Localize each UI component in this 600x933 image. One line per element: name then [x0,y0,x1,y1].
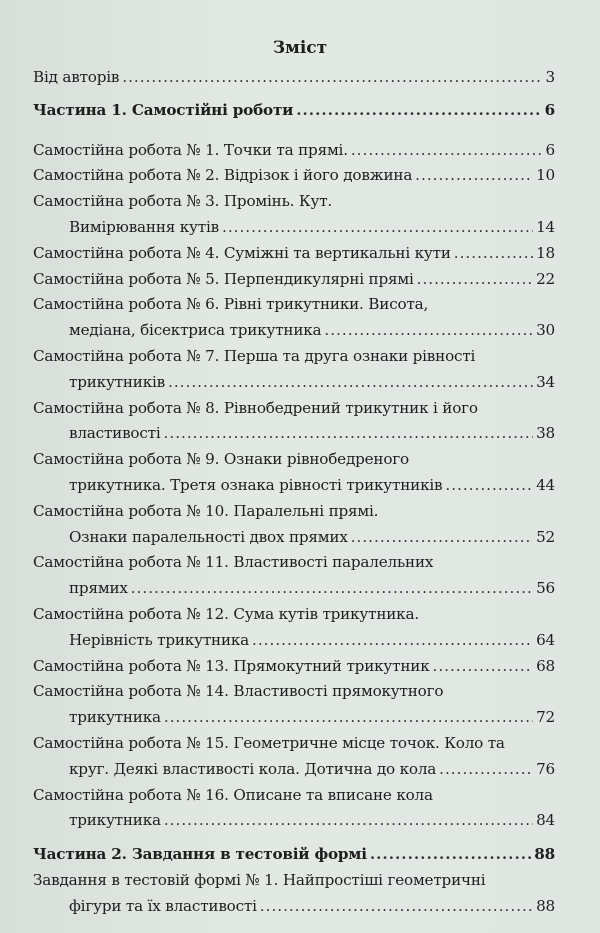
toc-entry-title: Самостійна робота № 3. Промінь. Кут. [33,192,333,211]
toc-part-heading [33,842,555,868]
toc-line [33,292,555,318]
toc-line [33,576,555,602]
toc-page-number: 22 [536,269,555,288]
dot-leader [131,576,533,602]
toc-entry [33,344,555,396]
toc-entry-title: Самостійна робота № 15. Геометричне місце точок. Коло та [33,733,505,752]
toc-page-number: 38 [536,424,555,443]
toc-line [33,550,555,576]
dot-leader [324,318,533,344]
toc-page-number: 68 [536,656,555,675]
toc-part-heading [33,98,555,124]
toc-entry-title: Від авторів [33,68,120,86]
toc-page-number: 30 [536,321,555,340]
dot-leader [445,473,533,499]
toc-entry-title: трикутника. Третя ознака рівності трикутників [69,475,443,494]
toc-line [33,138,555,164]
toc-line [33,808,555,834]
dot-leader [351,138,543,164]
toc-line [33,421,555,447]
toc-entry [33,267,555,293]
toc-entry-title: прямих [69,579,128,598]
toc-line [33,679,555,705]
toc-entry-title: Самостійна робота № 7. Перша та друга ознаки рівності [33,346,476,365]
toc-entry-title: Вимірювання кутів [69,217,219,236]
toc-entry-title: Самостійна робота № 12. Сума кутів трикутника. [33,604,419,623]
toc-line [33,473,555,499]
toc-line [33,894,555,920]
dot-leader [252,628,533,654]
toc-entry-title: Завдання в тестовій формі № 1. Найпростіші геометричні [33,870,486,889]
toc-line [33,705,555,731]
toc-line [33,241,555,267]
dot-leader [222,215,533,241]
dot-leader [370,842,531,868]
toc-entry [33,396,555,448]
toc-entry [33,189,555,241]
toc-entry-title: властивості [69,424,161,443]
toc-line [33,189,555,215]
toc-page-number: 84 [536,811,555,830]
toc-page-number: 88 [534,845,555,864]
toc-page-number: 10 [536,166,555,185]
toc-entry [33,550,555,602]
toc-entry [33,731,555,783]
dot-leader [415,163,533,189]
dot-leader [454,241,533,267]
toc-line [33,344,555,370]
toc-entry-title: Самостійна робота № 6. Рівні трикутники. Висота, [33,295,429,314]
toc-entry [33,868,555,920]
table-of-contents [33,65,555,920]
toc-entry [33,654,555,680]
toc-entry [33,138,555,164]
toc-entry-title: Самостійна робота № 9. Ознаки рівнобедреного [33,450,409,469]
toc-line [33,757,555,783]
toc-line [33,731,555,757]
toc-entry-title: Самостійна робота № 16. Описане та вписане кола [33,785,433,804]
dot-leader [439,757,533,783]
dot-leader [296,98,541,124]
toc-entry [33,679,555,731]
toc-line [33,65,555,91]
toc-page-number: 72 [536,708,555,727]
toc-line [33,842,555,868]
toc-entry [33,783,555,835]
toc-line [33,783,555,809]
toc-entry-title: Нерівність трикутника [69,630,250,649]
toc-page-number: 56 [536,579,555,598]
toc-page-number: 52 [536,527,555,546]
toc-line [33,163,555,189]
dot-leader [164,808,533,834]
toc-entry-title: Самостійна робота № 11. Властивості паралельних [33,553,434,572]
toc-page-number: 3 [545,68,555,86]
dot-leader [164,705,533,731]
toc-line [33,868,555,894]
toc-entry-title: медіана, бісектриса трикутника [69,321,322,340]
toc-line [33,396,555,422]
toc-page-number: 34 [536,372,555,391]
toc-entry-title: фігури та їх властивості [69,896,257,915]
toc-entry-title: Самостійна робота № 1. Точки та прямі. [33,140,348,159]
toc-entry [33,241,555,267]
toc-entry-title: трикутника [69,811,161,830]
toc-line [33,318,555,344]
toc-line [33,370,555,396]
dot-leader [351,525,533,551]
toc-entry-title: Частина 1. Самостійні роботи [33,100,294,119]
toc-entry [33,163,555,189]
toc-line [33,602,555,628]
toc-entry-title: Самостійна робота № 4. Суміжні та вертикальні кути [33,243,451,262]
toc-page-number: 6 [544,100,555,119]
dot-leader [122,65,542,91]
toc-entry [33,499,555,551]
toc-entry [33,65,555,91]
toc-page-number: 18 [536,243,555,262]
toc-entry-title: Частина 2. Завдання в тестовій формі [33,845,367,864]
toc-entry-title: Самостійна робота № 5. Перпендикулярні прямі [33,269,414,288]
toc-entry-title: Самостійна робота № 13. Прямокутний трикутник [33,656,430,675]
toc-line [33,628,555,654]
dot-leader [260,894,533,920]
toc-line [33,267,555,293]
toc-line [33,525,555,551]
toc-entry [33,602,555,654]
toc-line [33,447,555,473]
toc-entry-title: Самостійна робота № 8. Рівнобедрений трикутник і його [33,398,478,417]
toc-line [33,98,555,124]
toc-entry-title: Самостійна робота № 10. Паралельні прямі. [33,501,379,520]
dot-leader [433,654,534,680]
toc-entry-title: Самостійна робота № 14. Властивості прямокутного [33,682,444,701]
page-title: Зміст [272,38,328,58]
toc-entry-title: Ознаки паралельності двох прямих [69,527,348,546]
toc-page-number: 76 [536,759,555,778]
toc-line [33,215,555,241]
toc-line [33,499,555,525]
dot-leader [164,421,534,447]
toc-entry-title: Самостійна робота № 2. Відрізок і його довжина [33,166,413,185]
toc-entry-title: трикутників [69,372,166,391]
dot-leader [168,370,533,396]
toc-entry [33,447,555,499]
toc-page-number: 88 [536,896,555,915]
toc-entry-title: круг. Деякі властивості кола. Дотична до кола [69,759,437,778]
toc-page-number: 6 [545,140,555,159]
toc-page-number: 14 [536,217,555,236]
toc-page-number: 64 [536,630,555,649]
toc-entry [33,292,555,344]
toc-page-number: 44 [536,475,555,494]
toc-line [33,654,555,680]
toc-entry-title: трикутника [69,708,161,727]
dot-leader [417,267,533,293]
